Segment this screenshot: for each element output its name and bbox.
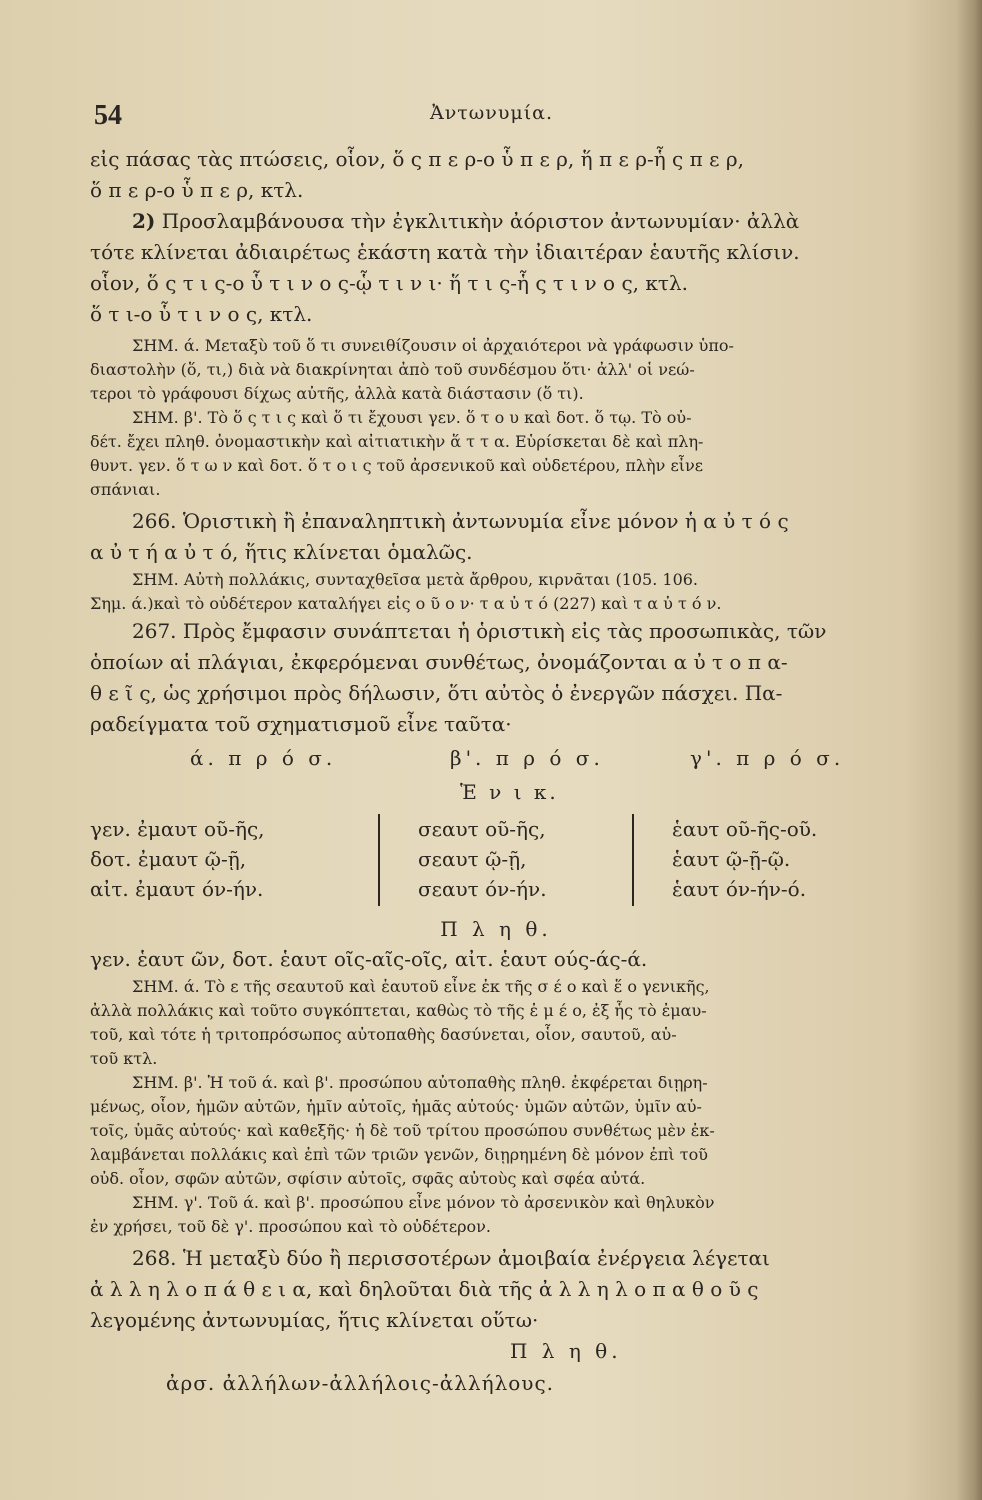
table-cell: σεαυτ όν-ήν. <box>418 877 547 901</box>
col-head-second-person: β'. π ρ ό σ. <box>450 746 604 770</box>
table-cell: ἑαυτ όν-ήν-ό. <box>672 877 807 901</box>
section-268 <box>90 1243 902 1336</box>
text-line: λεγομένης ἀντωνυμίας, ἥτις κλίνεται οὕτω· <box>90 1308 539 1332</box>
section-266 <box>90 506 902 568</box>
text-line: οἷον, ὅ ς τ ι ς-ο ὗ τ ι ν ο ς-ᾧ τ ι ν ι· ἥ τ ι ς-ἧ ς τ ι ν ο ς, κτλ. <box>90 271 688 295</box>
text-line: α ὐ τ ή α ὐ τ ό, ἥτις κλίνεται ὁμαλῶς. <box>90 540 473 564</box>
section-number: 267. <box>132 619 177 643</box>
note-line: οὐδ. οἷον, σφῶν αὐτῶν, σφίσιν αὐτοῖς, σφᾶς αὐτοὺς καὶ σφέα αὐτά. <box>90 1169 646 1188</box>
singular-title: Ἑ ν ι κ. <box>460 780 559 804</box>
plural-forms <box>90 944 902 975</box>
text-line: τότε κλίνεται ἀδιαιρέτως ἑκάστη κατὰ τὴν ἰδιαιτέραν ἑαυτῆς κλίσιν. <box>90 240 800 264</box>
note-266 <box>90 568 902 616</box>
table-cell: ἑαυτ οῦ-ῆς-οῦ. <box>672 817 818 841</box>
note-line: τοῦ κτλ. <box>90 1049 158 1068</box>
note-line: ΣΗΜ. β'. Ἡ τοῦ ά. καὶ β'. προσώπου αὐτοπαθὴς πληθ. ἐκφέρεται διῃρη- <box>132 1073 708 1092</box>
table-cell: ἑαυτ ῷ-ῇ-ῷ. <box>672 847 791 871</box>
note-line: μένως, οἷον, ἡμῶν αὐτῶν, ἡμῖν αὐτοῖς, ἡμᾶς αὐτούς· ὑμῶν αὐτῶν, ὑμῖν αὐ- <box>90 1097 702 1116</box>
text-line: θ ε ῖ ς, ὡς χρήσιμοι πρὸς δήλωσιν, ὅτι αὐτὸς ὁ ἐνεργῶν πάσχει. Πα- <box>90 681 783 705</box>
note-2a <box>90 975 902 1071</box>
note-line: ΣΗΜ. ά. Τὸ ε τῆς σεαυτοῦ καὶ ἑαυτοῦ εἶνε ἐκ τῆς σ έ ο καὶ ἕ ο γενικῆς, <box>132 977 710 996</box>
text-line <box>90 1243 902 1274</box>
text-line: ὅ π ε ρ-ο ὗ π ε ρ, κτλ. <box>90 178 304 202</box>
column-divider <box>378 814 380 906</box>
plural-title: Π λ η θ. <box>440 917 552 941</box>
text-line <box>90 506 902 537</box>
plural-title-268: Π λ η θ. <box>510 1339 622 1363</box>
reciprocal-forms: ἀρσ. ἀλλήλων-ἀλλήλοις-ἀλλήλους. <box>166 1371 555 1395</box>
page-number: 54 <box>94 100 122 131</box>
note-line: τεροι τὸ γράφουσι δίχως αὐτῆς, ἀλλὰ κατὰ διάστασιν (ὅ τι). <box>90 384 584 403</box>
declension-table <box>90 746 902 914</box>
note-line: ἐν χρήσει, τοῦ δὲ γ'. προσώπου καὶ τὸ οὐδέτερον. <box>90 1217 491 1236</box>
section-number: 268. <box>132 1246 177 1270</box>
column-divider <box>632 814 634 906</box>
note-2c <box>90 1191 902 1239</box>
text-line: εἰς πάσας τὰς πτώσεις, οἷον, ὅ ς π ε ρ-ο ὗ π ε ρ, ἥ π ε ρ-ἧ ς π ε ρ, <box>90 147 744 171</box>
note-line: σπάνιαι. <box>90 480 161 499</box>
item-2-marker: 2) <box>132 209 156 233</box>
section-267 <box>90 616 902 740</box>
table-cell: δοτ. ἐμαυτ ῷ-ῇ, <box>90 847 247 871</box>
note-line: θυντ. γεν. ὅ τ ω ν καὶ δοτ. ὅ τ ο ι ς τοῦ ἀρσενικοῦ καὶ οὐδετέρου, πλὴν εἶνε <box>90 456 704 475</box>
note-2b <box>90 1071 902 1191</box>
text-block <box>90 96 902 1400</box>
section-268-line: Ἡ μεταξὺ δύο ἢ περισσοτέρων ἀμοιβαία ἐνέργεια λέγεται <box>182 1246 770 1270</box>
note-a <box>90 334 902 406</box>
item-2-line: Προσλαμβάνουσα τὴν ἐγκλιτικὴν ἀόριστον ἀντωνυμίαν· ἀλλὰ <box>161 209 800 233</box>
first-person-column <box>90 814 265 904</box>
table-cell: αἰτ. ἐμαυτ όν-ήν. <box>90 877 264 901</box>
note-line: ἀλλὰ πολλάκις καὶ τοῦτο συγκόπτεται, καθὼς τὸ τῆς ἐ μ έ ο, ἐξ ἧς τὸ ἐμαυ- <box>90 1001 707 1020</box>
section-number: 266. <box>132 509 177 533</box>
col-head-third-person: γ'. π ρ ό σ. <box>690 746 845 770</box>
note-line: διαστολὴν (ὅ, τι,) διὰ νὰ διακρίνηται ἀπὸ τοῦ συνδέσμου ὅτι· ἀλλ' οἱ νεώ- <box>90 360 695 379</box>
table-cell: σεαυτ οῦ-ῆς, <box>418 817 546 841</box>
item-2-paragraph <box>90 206 902 330</box>
text-line <box>90 616 902 647</box>
text-line: γεν. ἑαυτ ῶν, δοτ. ἑαυτ οῖς-αῖς-οῖς, αἰτ. ἑαυτ ούς-άς-ά. <box>90 947 648 971</box>
third-person-column <box>672 814 817 904</box>
note-line: Σημ. ά.)καὶ τὸ οὐδέτερον καταλήγει εἰς ο ῦ ο ν· τ α ὐ τ ό (227) καὶ τ α ὐ τ ό ν. <box>90 594 722 613</box>
running-head: Ἀντωνυμία. <box>430 102 554 124</box>
note-line: ΣΗΜ. Αὐτὴ πολλάκις, συνταχθεῖσα μετὰ ἄρθρου, κιρνᾶται (105. 106. <box>132 570 699 589</box>
note-line: δέτ. ἔχει πληθ. ὀνομαστικὴν καὶ αἰτιατικὴν ἅ τ τ α. Εὑρίσκεται δὲ καὶ πλη- <box>90 432 704 451</box>
table-cell: γεν. ἐμαυτ οῦ-ῆς, <box>90 817 265 841</box>
text-line: ἀ λ λ η λ ο π ά θ ε ι α, καὶ δηλοῦται διὰ τῆς ἀ λ λ η λ ο π α θ ο ῦ ς <box>90 1277 759 1301</box>
second-person-column <box>418 814 547 904</box>
text-line: ὅ τ ι-ο ὗ τ ι ν ο ς, κτλ. <box>90 302 313 326</box>
text-line <box>90 206 902 237</box>
section-267-line: Πρὸς ἔμφασιν συνάπτεται ἡ ὁριστικὴ εἰς τὰς προσωπικὰς, τῶν <box>182 619 827 643</box>
page-edge-shadow <box>956 0 982 1500</box>
note-line: ΣΗΜ. ά. Μεταξὺ τοῦ ὅ τι συνειθίζουσιν οἱ ἀρχαιότεροι νὰ γράφωσιν ὑπο- <box>132 336 734 355</box>
page-header <box>90 96 902 144</box>
note-line: ΣΗΜ. β'. Τὸ ὅ ς τ ι ς καὶ ὅ τι ἔχουσι γεν. ὅ τ ο υ καὶ δοτ. ὅ τῳ. Τὸ οὐ- <box>132 408 692 427</box>
note-b <box>90 406 902 502</box>
text-line: ραδείγματα τοῦ σχηματισμοῦ εἶνε ταῦτα· <box>90 712 512 736</box>
note-line: ΣΗΜ. γ'. Τοῦ ά. καὶ β'. προσώπου εἶνε μόνον τὸ ἀρσενικὸν καὶ θηλυκὸν <box>132 1193 715 1212</box>
section-266-line: Ὁριστικὴ ἢ ἐπαναληπτικὴ ἀντωνυμία εἶνε μόνον ἡ α ὐ τ ό ς <box>182 509 789 533</box>
note-line: λαμβάνεται πολλάκις καὶ ἐπὶ τῶν τριῶν γενῶν, διῃρημένη δὲ μόνον ἐπὶ τοῦ <box>90 1145 708 1164</box>
text-line: ὁποίων αἱ πλάγιαι, ἐκφερόμεναι συνθέτως, ὀνομάζονται α ὐ τ ο π α- <box>90 650 788 674</box>
note-line: τοῦ, καὶ τότε ἡ τριτοπρόσωπος αὐτοπαθὴς δασύνεται, οἷον, σαυτοῦ, αὑ- <box>90 1025 677 1044</box>
col-head-first-person: ά. π ρ ό σ. <box>190 746 337 770</box>
intro-paragraph <box>90 144 902 206</box>
table-cell: σεαυτ ῷ-ῇ, <box>418 847 527 871</box>
note-line: τοῖς, ὑμᾶς αὐτούς· καὶ καθεξῆς· ἡ δὲ τοῦ τρίτου προσώπου συνθέτως μὲν ἐκ- <box>90 1121 715 1140</box>
